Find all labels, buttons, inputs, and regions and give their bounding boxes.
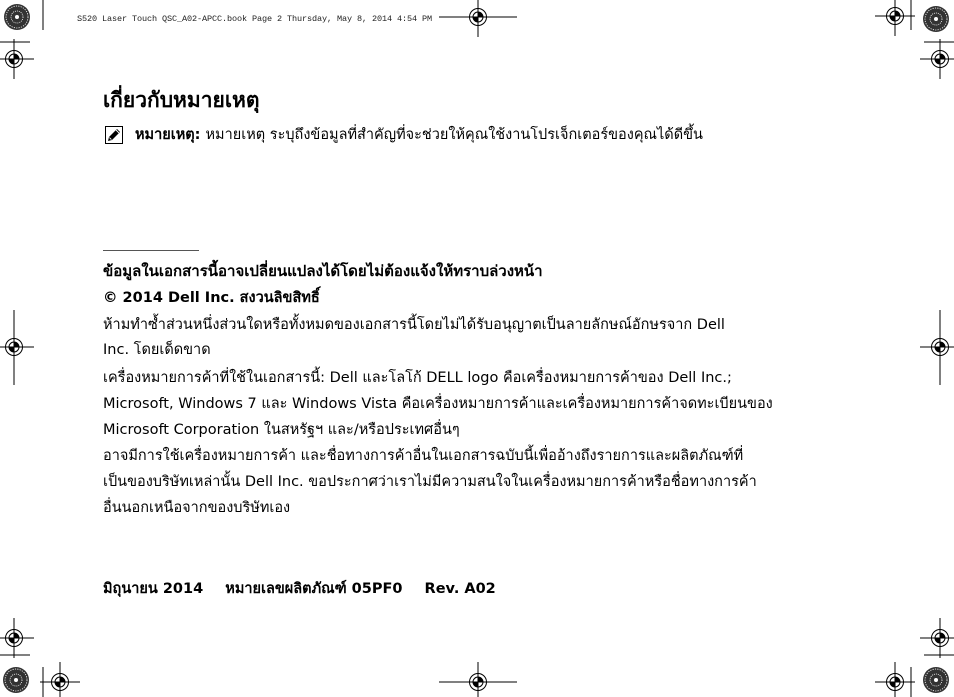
legal-text-line: ห้ามทำซ้ำส่วนหนึ่งส่วนใดหรือทั้งหมดของเอกสารนี้โดยไม่ได้รับอนุญาตเป็นลายลักษณ์อักษรจาก Dell — [103, 317, 725, 333]
legal-notice-title: ข้อมูลในเอกสารนี้อาจเปลี่ยนแปลงได้โดยไม่ต้องแจ้งให้ทราบล่วงหน้า — [103, 262, 543, 280]
registration-wheel-bottom-right — [923, 667, 949, 693]
section-title: เกี่ยวกับหมายเหตุ — [103, 88, 260, 112]
registration-mark-right-lower — [920, 618, 954, 658]
legal-text-line: เครื่องหมายการค้าที่ใช้ในเอกสารนี้: Dell และโลโก้ DELL logo คือเครื่องหมายการค้าของ Dell Inc.; — [103, 370, 732, 386]
copyright-line: © 2014 Dell Inc. สงวนลิขสิทธิ์ — [103, 290, 320, 306]
registration-mark-right-upper — [920, 39, 954, 79]
print-header: S520 Laser Touch QSC_A02-APCC.book Page 2 Thursday, May 8, 2014 4:54 PM — [77, 14, 433, 24]
registration-mark-left-upper — [0, 39, 34, 79]
part-number: หมายเลขผลิตภัณฑ์ 05PF0 — [225, 581, 403, 597]
legal-text-line: Microsoft, Windows 7 และ Windows Vista คือเครื่องหมายการค้าและเครื่องหมายการค้าจดทะเบียนของ — [103, 396, 773, 412]
legal-text-line: อื่นนอกเหนือจากของบริษัทเอง — [103, 500, 291, 516]
registration-mark-left-lower — [0, 618, 34, 658]
note-label: หมายเหตุ: — [135, 127, 201, 143]
legal-text-line: เป็นของบริษัทเหล่านั้น Dell Inc. ขอประกาศว่าเราไม่มีความสนใจในเครื่องหมายการค้าหรือชื่อทางการค้า — [103, 474, 757, 490]
publication-date: มิถุนายน 2014 — [103, 581, 204, 597]
divider — [103, 250, 199, 251]
legal-text-line: Inc. โดยเด็ดขาด — [103, 342, 211, 358]
registration-mark-top-right — [875, 0, 915, 36]
registration-wheel-top-right — [923, 6, 949, 32]
registration-wheel-bottom-left — [3, 667, 29, 693]
registration-mark-bottom-right — [875, 662, 915, 697]
registration-mark-left-middle — [0, 327, 34, 367]
note-pencil-icon — [105, 126, 123, 144]
legal-text-line: อาจมีการใช้เครื่องหมายการค้า และชื่อทางการค้าอื่นในเอกสารฉบับนี้เพื่ออ้างถึงรายการและผลิตภัณฑ์ที่ — [103, 448, 744, 464]
legal-text-line: Microsoft Corporation ในสหรัฐฯ และ/หรือประเทศอื่นๆ — [103, 422, 460, 438]
registration-mark-bottom-center — [458, 662, 498, 697]
document-footer — [103, 577, 513, 600]
note-block — [105, 123, 703, 146]
registration-wheel-top-left — [4, 4, 30, 30]
note-text: หมายเหตุ ระบุถึงข้อมูลที่สำคัญที่จะช่วยให้คุณใช้งานโปรเจ็กเตอร์ของคุณได้ดีขึ้น — [205, 127, 703, 143]
registration-mark-top-center — [458, 0, 498, 37]
registration-mark-right-middle — [920, 327, 954, 367]
registration-mark-bottom-left — [40, 662, 80, 697]
revision: Rev. A02 — [424, 581, 496, 597]
